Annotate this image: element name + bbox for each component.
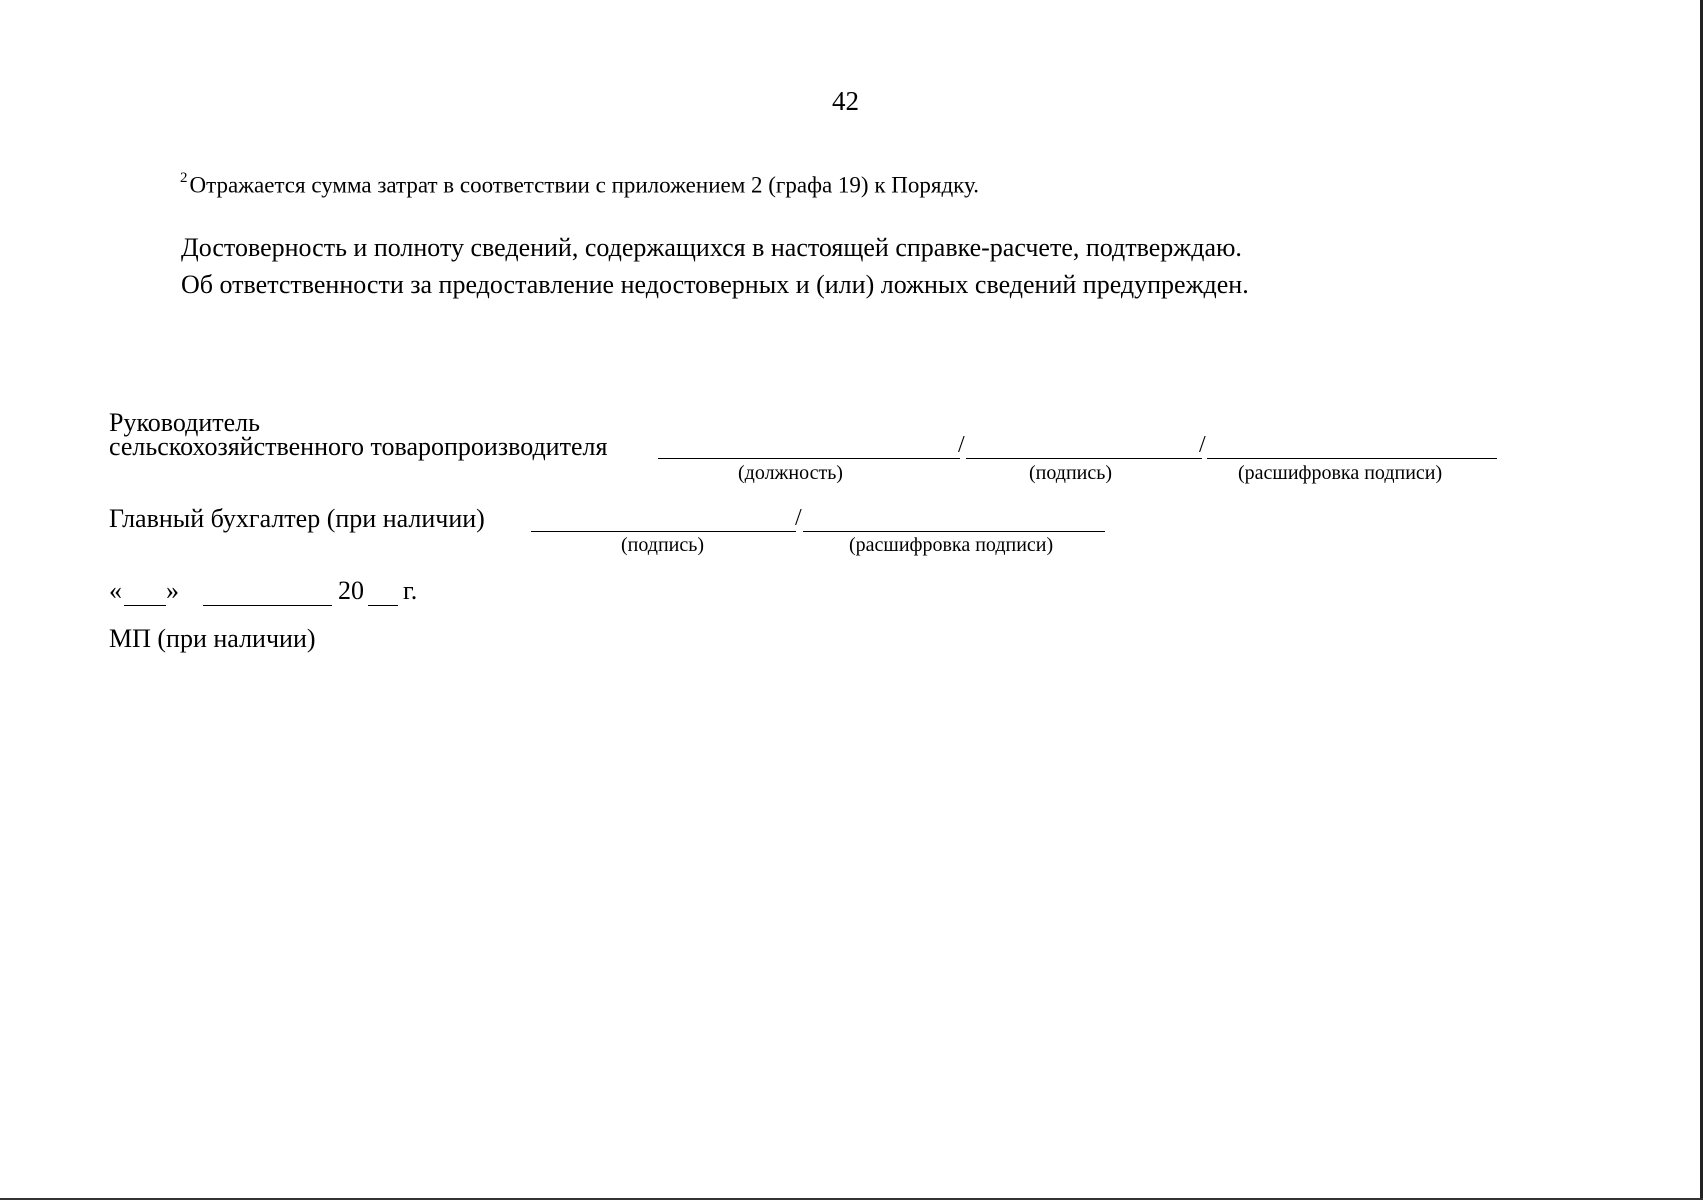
head-signature-line	[966, 458, 1202, 459]
accountant-separator: /	[795, 505, 802, 531]
head-separator-2: /	[1199, 432, 1206, 458]
head-decoding-line	[1207, 458, 1497, 459]
accountant-label: Главный бухгалтер (при наличии)	[109, 504, 485, 533]
head-label-organization: сельскохозяйственного товаропроизводителя	[109, 432, 608, 461]
date-open-quote: «	[109, 576, 122, 605]
date-year-line	[368, 605, 398, 606]
head-caption-decoding: (расшифровка подписи)	[1238, 462, 1443, 484]
accountant-decoding-line	[803, 531, 1105, 532]
stamp-label: МП (при наличии)	[109, 624, 316, 653]
footnote-text: Отражается сумма затрат в соответствии с приложением 2 (графа 19) к Порядку.	[189, 172, 979, 198]
head-caption-signature: (подпись)	[1029, 462, 1113, 484]
certification-statement-line-1: Достоверность и полноту сведений, содержащихся в настоящей справке-расчете, подтверждаю.	[181, 233, 1242, 262]
date-year-suffix: г.	[403, 576, 418, 605]
head-separator-1: /	[958, 432, 965, 458]
accountant-signature-line	[531, 531, 796, 532]
certification-statement-line-2: Об ответственности за предоставление недостоверных и (или) ложных сведений предупрежден.	[181, 270, 1249, 299]
footnote	[180, 172, 979, 199]
head-caption-position: (должность)	[738, 462, 843, 484]
accountant-caption-decoding: (расшифровка подписи)	[849, 534, 1054, 556]
footnote-marker: 2	[180, 170, 188, 186]
head-position-line	[658, 458, 960, 459]
head-label-title: Руководитель	[109, 408, 260, 437]
date-month-line	[203, 605, 332, 606]
date-day-line	[124, 605, 166, 606]
date-year-prefix: 20	[338, 576, 364, 605]
date-close-quote: »	[166, 576, 179, 605]
page-number: 42	[832, 86, 859, 116]
accountant-caption-signature: (подпись)	[621, 534, 705, 556]
